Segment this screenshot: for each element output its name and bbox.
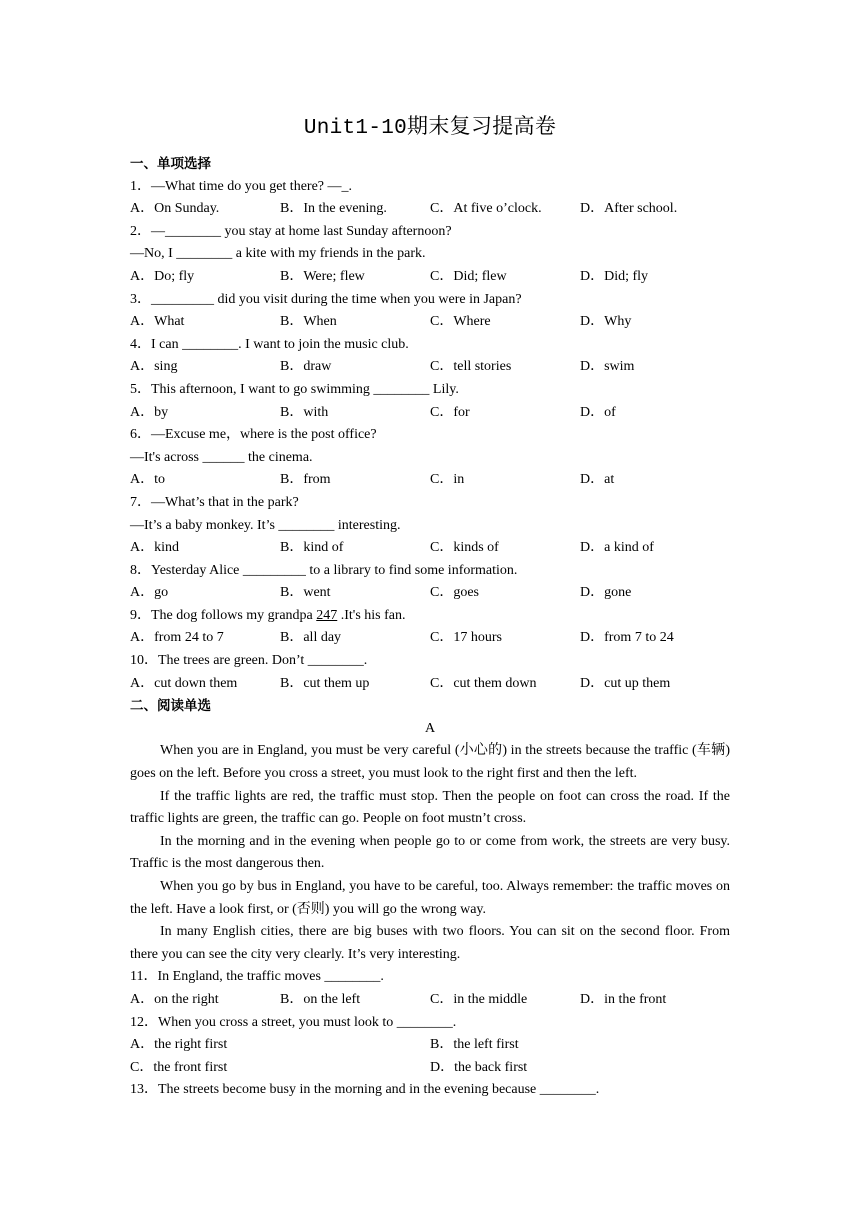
stem-text-before: 9．The dog follows my grandpa [130,607,317,623]
question-5 [130,379,730,424]
option-d: D．swim [580,359,635,375]
option-b: B．cut them up [280,675,370,691]
options-row [130,627,730,650]
option-c: C．At five o’clock. [430,201,542,217]
option-b: B．went [280,585,331,601]
passage-paragraph: When you are in England, you must be very careful (小心的) in the streets because the traffic (车辆) goes on the left. Before you cross a street, you must look to the right first and then the left. [130,743,730,782]
option-d: D．the back first [430,1059,528,1075]
option-c: C．in the middle [430,991,528,1007]
question-1 [130,176,730,221]
section-heading-1: 一、单项选择 [130,156,211,172]
section-heading-2: 二、阅读单选 [130,698,211,715]
question-stem: 4．I can ________. I want to join the music club. [130,336,409,352]
question-10 [130,650,730,695]
options-row [130,311,730,334]
option-a: A．from 24 to 7 [130,630,224,646]
stem-text-after: .It's his fan. [337,607,406,623]
question-3 [130,289,730,334]
underlined-term: 247 [316,607,338,623]
option-c: C．in [430,472,465,488]
question-13 [130,1079,730,1102]
question-stem-reply: —It's across ______ the cinema. [130,449,313,465]
options-row [130,1034,730,1057]
option-a: A．the right first [130,1037,228,1053]
option-b: B．kind of [280,540,344,556]
question-stem-reply: —It’s a baby monkey. It’s ________ interesting. [130,517,401,533]
option-a: A．cut down them [130,675,238,691]
option-a: A．Do; fly [130,268,195,284]
option-c: C．Did; flew [430,268,507,284]
option-a: A．sing [130,359,178,375]
question-stem: 12．When you cross a street, you must look to ________. [130,1014,457,1030]
option-d: D．gone [580,585,632,601]
option-c: C．tell stories [430,359,512,375]
options-row [130,266,730,289]
options-row [130,198,730,221]
option-a: A．kind [130,540,179,556]
option-d: D．Did; fly [580,268,649,284]
option-a: A．to [130,472,165,488]
question-stem [130,605,730,628]
option-a: A．by [130,404,169,420]
question-stem: 2．—________ you stay at home last Sunday afternoon? [130,223,452,239]
exam-page [130,112,730,1102]
options-row [130,989,730,1012]
question-stem: 13．The streets become busy in the morning and in the evening because ________. [130,1082,600,1098]
option-c: C．for [430,404,470,420]
question-4 [130,334,730,379]
question-stem: 7．—What’s that in the park? [130,494,299,510]
reading-passage [130,740,730,966]
question-2 [130,221,730,289]
option-d: D．from 7 to 24 [580,630,674,646]
option-a: A．on the right [130,991,219,1007]
option-b: B．When [280,314,337,330]
option-b: B．Were; flew [280,268,365,284]
option-d: D．Why [580,314,632,330]
option-d: D．in the front [580,991,667,1007]
title-prefix: Unit1-10 [303,117,408,140]
option-b: B．from [280,472,331,488]
question-stem: 3．_________ did you visit during the time when you were in Japan? [130,291,522,307]
option-c: C．Where [430,314,491,330]
page-title [130,112,730,143]
question-stem: 5．This afternoon, I want to go swimming ________ Lily. [130,381,459,397]
title-suffix: 期末复习提高卷 [407,114,557,138]
options-row [130,1057,730,1080]
question-6 [130,424,730,492]
option-d: D．of [580,404,616,420]
question-7 [130,492,730,560]
option-b: B．with [280,404,329,420]
option-b: B．on the left [280,991,361,1007]
passage-label: A [424,720,436,736]
option-b: B．In the evening. [280,201,387,217]
question-stem: 11．In England, the traffic moves ________. [130,969,384,985]
options-row [130,673,730,696]
options-row [130,402,730,425]
question-12 [130,1012,730,1080]
question-8 [130,560,730,605]
question-stem: 8．Yesterday Alice _________ to a library to find some information. [130,562,518,578]
passage-paragraph: If the traffic lights are red, the traffic must stop. Then the people on foot can cross the road. If the traffic lights are green, the traffic can go. People on foot mustn’t cross. [130,788,730,827]
question-stem-reply: —No, I ________ a kite with my friends in the park. [130,246,426,262]
option-c: C．17 hours [430,630,502,646]
options-row [130,537,730,560]
option-c: C．goes [430,585,479,601]
option-a: A．On Sunday. [130,201,220,217]
question-stem: 6．—Excuse me，where is the post office? [130,427,377,443]
passage-paragraph: In the morning and in the evening when people go to or come from work, the streets are very busy. Traffic is the most dangerous then. [130,833,730,872]
options-row [130,582,730,605]
option-d: D．at [580,472,615,488]
question-9 [130,605,730,650]
option-b: B．the left first [430,1037,519,1053]
question-stem: 10．The trees are green. Don’t ________. [130,653,368,669]
option-d: D．cut up them [580,675,671,691]
option-c: C．cut them down [430,675,537,691]
passage-paragraph: In many English cities, there are big buses with two floors. You can sit on the second floor. From there you can see the city very clearly. It’s very interesting. [130,924,730,962]
option-b: B．draw [280,359,332,375]
options-row [130,356,730,379]
option-d: D．After school. [580,201,678,217]
options-row [130,469,730,492]
question-11 [130,966,730,1011]
option-a: A．go [130,585,169,601]
option-d: D．a kind of [580,540,654,556]
question-stem: 1．—What time do you get there? —_. [130,178,352,194]
option-b: B．all day [280,630,342,646]
option-c: C．kinds of [430,540,499,556]
option-a: A．What [130,314,185,330]
option-c: C．the front first [130,1059,228,1075]
passage-paragraph: When you go by bus in England, you have to be careful, too. Always remember: the traffic moves on the left. Have a look first, or (否则) you will go the wrong way. [130,879,730,917]
